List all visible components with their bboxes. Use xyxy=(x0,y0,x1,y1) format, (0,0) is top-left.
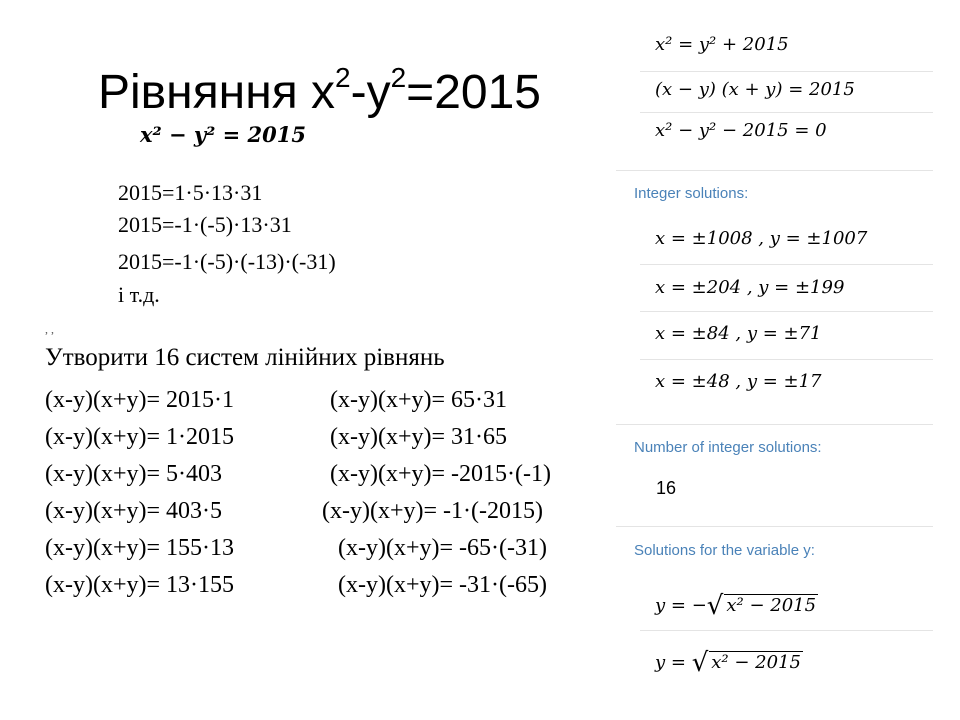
main-equation: x² − y² = 2015 xyxy=(140,122,307,147)
radical-icon: √ xyxy=(691,648,709,678)
radicand: x² − 2015 xyxy=(711,652,801,673)
form-2: (x − y) (x + y) = 2015 xyxy=(655,79,855,100)
system-right-5: (x-y)(x+y)= -65·(-31) xyxy=(338,535,547,561)
divider xyxy=(640,359,933,360)
variable-heading: Solutions for the variable y: xyxy=(634,542,815,559)
radicand: x² − 2015 xyxy=(726,595,817,616)
system-left-5: (x-y)(x+y)= 155·13 xyxy=(45,535,235,561)
form-3: x² − y² − 2015 = 0 xyxy=(655,120,827,141)
factorization-2: 2015=-1·(-5)·13·31 xyxy=(118,212,292,237)
title-exponent-2: 2 xyxy=(390,62,407,93)
system-left-2: (x-y)(x+y)= 1·2015 xyxy=(45,424,235,450)
title-base: Рівняння x xyxy=(98,66,336,119)
factorization-3: 2015=-1·(-5)·(-13)·(-31) xyxy=(118,249,336,274)
slide-title xyxy=(98,52,541,123)
y-solution-positive xyxy=(655,645,803,678)
integer-solution-3: x = ±84 , y = ±71 xyxy=(655,323,822,344)
title-end: =2015 xyxy=(406,66,541,119)
divider xyxy=(640,264,933,265)
section-divider xyxy=(616,424,933,425)
system-right-1: (x-y)(x+y)= 65·31 xyxy=(330,387,508,413)
title-middle: -y xyxy=(350,66,391,119)
divider xyxy=(640,112,933,113)
form-1: x² = y² + 2015 xyxy=(655,34,789,55)
integer-solution-4: x = ±48 , y = ±17 xyxy=(655,371,822,392)
integer-solution-1: x = ±1008 , y = ±1007 xyxy=(655,228,868,249)
system-left-4: (x-y)(x+y)= 403·5 xyxy=(45,498,223,524)
system-left-3: (x-y)(x+y)= 5·403 xyxy=(45,461,223,487)
divider xyxy=(640,630,933,631)
integer-solutions-heading: Integer solutions: xyxy=(634,185,749,202)
system-right-3: (x-y)(x+y)= -2015·(-1) xyxy=(330,461,551,487)
system-right-2: (x-y)(x+y)= 31·65 xyxy=(330,424,508,450)
system-left-1: (x-y)(x+y)= 2015·1 xyxy=(45,387,235,413)
y-solution-negative xyxy=(655,588,818,621)
title-exponent-1: 2 xyxy=(335,62,351,93)
count-heading: Number of integer solutions: xyxy=(634,439,822,456)
count-value: 16 xyxy=(656,478,677,498)
factorization-etc: і т.д. xyxy=(118,282,160,307)
factorization-1: 2015=1·5·13·31 xyxy=(118,180,263,205)
divider xyxy=(640,71,933,72)
system-right-4: (x-y)(x+y)= -1·(-2015) xyxy=(322,498,543,524)
y-solution-lhs: y = − xyxy=(655,595,707,616)
radical-icon: √ xyxy=(706,591,724,621)
system-left-6: (x-y)(x+y)= 13·155 xyxy=(45,572,235,598)
y-solution-lhs: y = xyxy=(655,652,692,673)
system-right-6: (x-y)(x+y)= -31·(-65) xyxy=(338,572,547,598)
systems-title: Утворити 16 систем лінійних рівнянь xyxy=(45,344,445,371)
stray-marks: , , xyxy=(45,322,54,336)
integer-solution-2: x = ±204 , y = ±199 xyxy=(655,277,845,298)
section-divider xyxy=(616,170,933,171)
divider xyxy=(640,311,933,312)
section-divider xyxy=(616,526,933,527)
